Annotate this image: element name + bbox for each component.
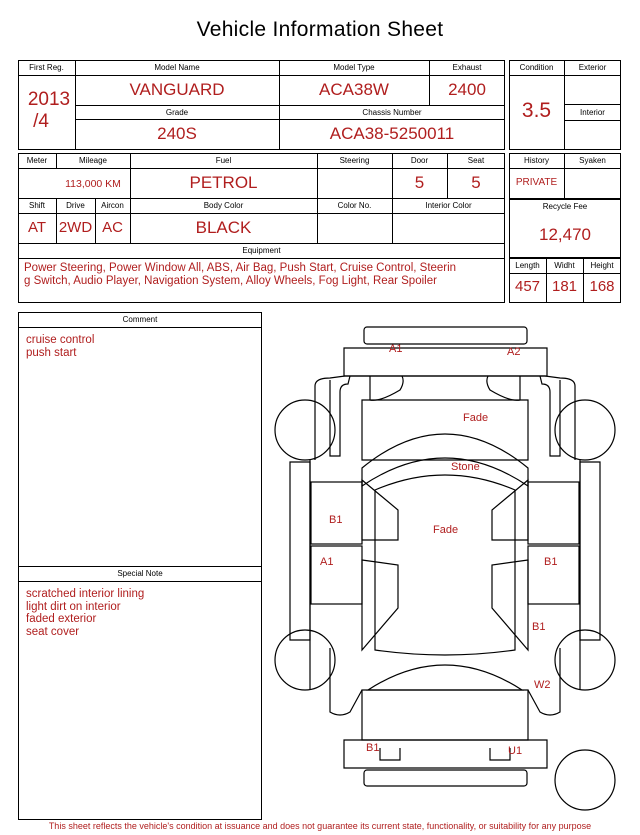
condition-value: 3.5 <box>521 99 552 122</box>
meter-label: Meter <box>26 156 48 165</box>
length-value: 457 <box>514 278 541 295</box>
door-label: Door <box>410 156 429 165</box>
special-note-line: scratched interior lining <box>26 588 145 600</box>
aircon-value: AC <box>102 219 123 236</box>
fuel-value: PETROL <box>189 173 258 192</box>
mileage-label: Mileage <box>78 156 107 165</box>
damage-mark: B1 <box>329 514 343 526</box>
mileage-value: 113,000 KM <box>65 178 121 190</box>
color-no-label: Color No. <box>337 201 372 210</box>
grade-value: 240S <box>157 124 197 143</box>
page-title: Vehicle Information Sheet <box>196 18 444 41</box>
width-value: 181 <box>551 278 578 295</box>
body-color-label: Body Color <box>203 201 244 210</box>
special-note-line: faded exterior <box>26 613 97 625</box>
exterior-label: Exterior <box>578 63 607 72</box>
damage-mark: Stone <box>451 461 480 473</box>
body-color-value: BLACK <box>195 218 252 237</box>
chassis-value: ACA38-5250011 <box>329 124 455 143</box>
shift-label: Shift <box>28 201 45 210</box>
disclaimer-footer: This sheet reflects the vehicle's condition at issuance and does not guarantee its current state, functionality, or suitability for any purpose <box>48 821 592 831</box>
damage-mark: A1 <box>389 343 403 355</box>
first-reg-label: First Reg. <box>29 63 64 72</box>
fuel-label: Fuel <box>215 156 232 165</box>
shift-value: AT <box>27 219 47 236</box>
seat-value: 5 <box>471 173 481 192</box>
equipment-text: Power Steering, Power Window All, ABS, Air Bag, Push Start, Cruise Control, Steerin g Switch, Audio Player, Navigation System, Alloy Wheels, Fog Light, Rear Spoiler <box>24 262 457 287</box>
comment-line: cruise control <box>26 334 95 346</box>
damage-mark: B1 <box>532 621 546 633</box>
height-value: 168 <box>589 278 615 295</box>
equipment-label: Equipment <box>242 246 281 255</box>
recycle-fee-label: Recycle Fee <box>542 202 588 211</box>
comment-line: push start <box>26 346 77 359</box>
model-type-label: Model Type <box>333 63 375 72</box>
length-label: Length <box>515 261 540 270</box>
grade-label: Grade <box>165 108 189 117</box>
condition-label: Condition <box>519 63 554 72</box>
height-label: Height <box>590 261 614 270</box>
drive-label: Drive <box>66 201 85 210</box>
syaken-label: Syaken <box>579 156 606 165</box>
damage-mark: Fade <box>463 412 489 424</box>
special-note-line: light dirt on interior <box>26 600 121 613</box>
model-name-value: VANGUARD <box>129 80 225 99</box>
first-reg-month: /4 <box>33 111 49 132</box>
special-note-label: Special Note <box>117 569 163 578</box>
interior-color-label: Interior Color <box>425 201 472 210</box>
model-name-label: Model Name <box>154 63 200 72</box>
door-value: 5 <box>414 173 425 192</box>
damage-mark: U1 <box>508 745 523 757</box>
exhaust-label: Exhaust <box>452 63 482 72</box>
damage-mark: Fade <box>433 524 459 536</box>
history-label: History <box>524 156 549 165</box>
history-value: PRIVATE <box>515 177 558 188</box>
damage-mark: B1 <box>544 556 558 568</box>
drive-value: 2WD <box>58 219 93 236</box>
damage-mark: B1 <box>366 742 380 754</box>
first-reg-year: 2013 <box>27 89 71 110</box>
aircon-label: Aircon <box>101 201 124 210</box>
damage-mark: W2 <box>534 679 551 691</box>
model-type-value: ACA38W <box>319 80 389 99</box>
chassis-label: Chassis Number <box>362 108 422 117</box>
recycle-fee-value: 12,470 <box>539 225 591 244</box>
steering-label: Steering <box>339 156 370 165</box>
interior-label: Interior <box>580 108 605 117</box>
special-note-line: seat cover <box>26 625 80 638</box>
exhaust-value: 2400 <box>448 80 486 99</box>
width-label: Widht <box>554 261 575 270</box>
comment-label: Comment <box>122 315 158 324</box>
damage-mark: A1 <box>320 556 334 568</box>
damage-mark: A2 <box>507 346 521 358</box>
seat-label: Seat <box>467 156 485 165</box>
